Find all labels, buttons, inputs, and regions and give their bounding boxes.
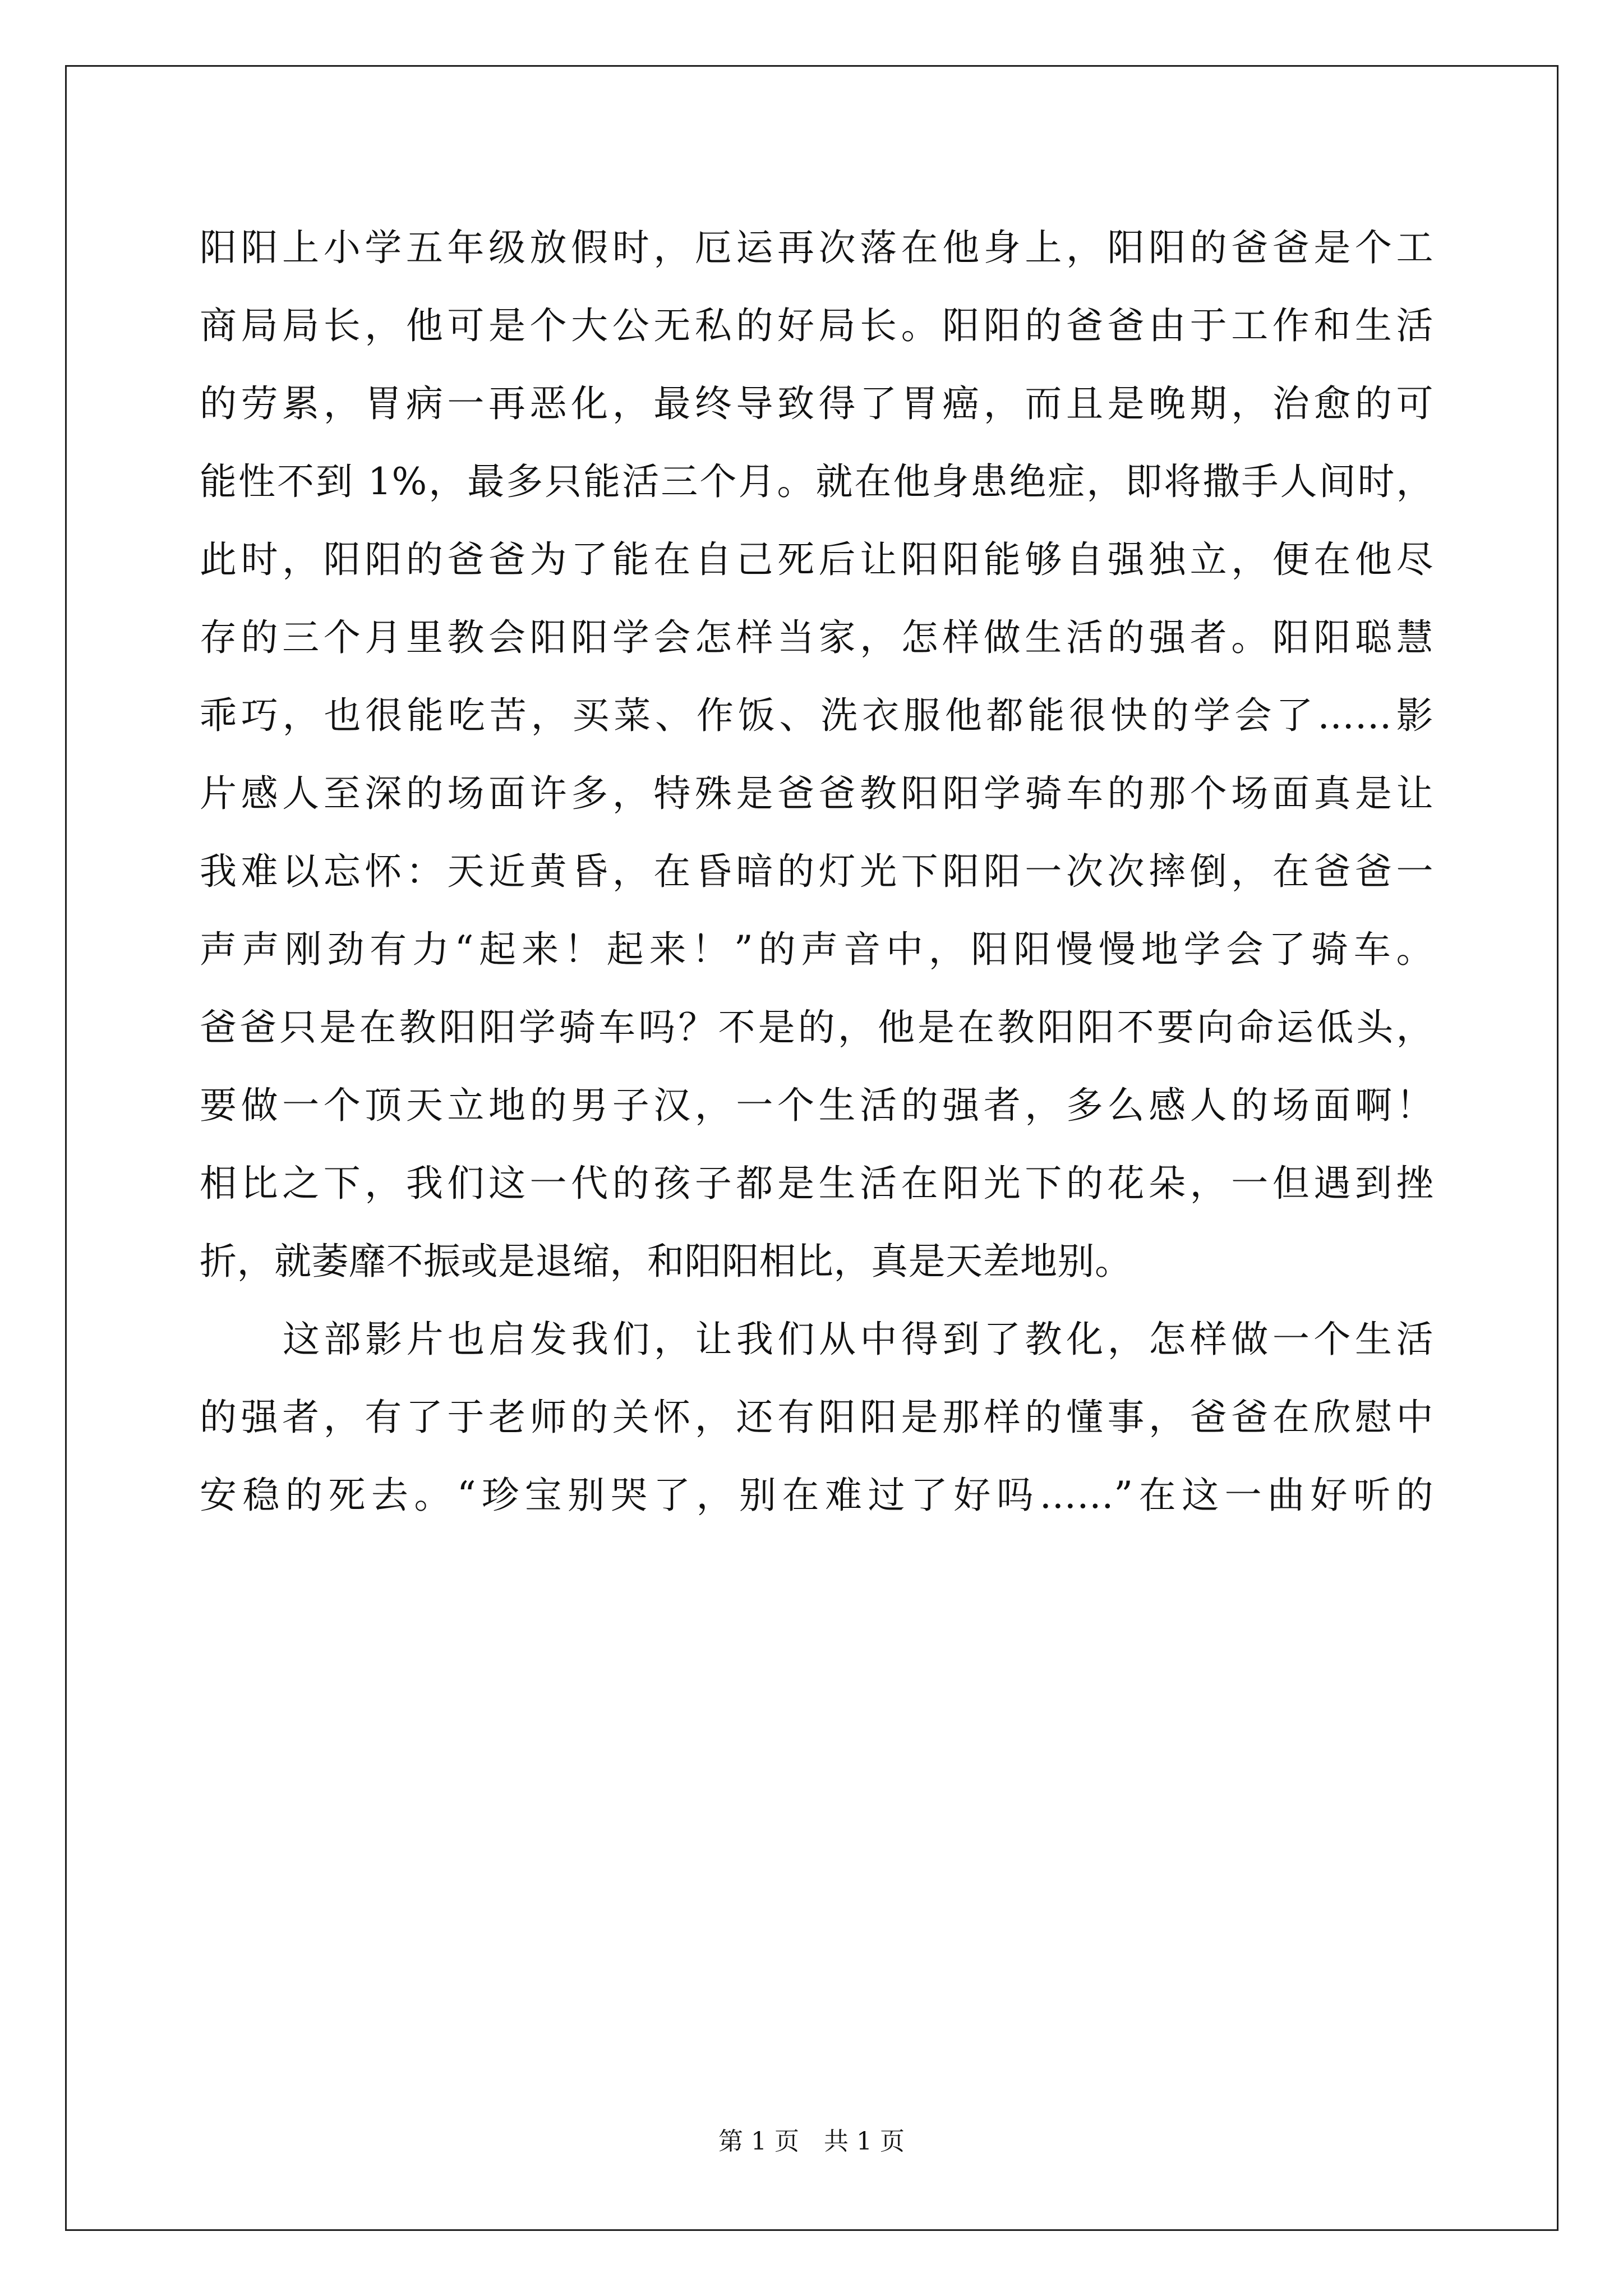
text-line: 此时，阳阳的爸爸为了能在自己死后让阳阳能够自强独立，便在他尽 <box>200 538 1433 581</box>
text-line: 的强者，有了于老师的关怀，还有阳阳是那样的懂事，爸爸在欣慰中 <box>200 1396 1433 1439</box>
document-body <box>200 209 1433 1534</box>
page-footer: 第 1 页 共 1 页 <box>718 2127 905 2156</box>
text-line: 我难以忘怀：天近黄昏，在昏暗的灯光下阳阳一次次摔倒，在爸爸一 <box>200 850 1433 893</box>
text-line-paragraph-start: 这部影片也启发我们，让我们从中得到了教化，怎样做一个生活 <box>283 1318 1433 1361</box>
text-line: 安稳的死去。“珍宝别哭了，别在难过了好吗……”在这一曲好听的 <box>200 1474 1433 1517</box>
text-line: 商局局长，他可是个大公无私的好局长。阳阳的爸爸由于工作和生活 <box>200 304 1433 347</box>
text-line: 阳阳上小学五年级放假时，厄运再次落在他身上，阳阳的爸爸是个工 <box>200 226 1433 269</box>
text-line: 能性不到 1%，最多只能活三个月。就在他身患绝症，即将撒手人间时， <box>200 460 1433 503</box>
text-line-paragraph-end: 折，就萎靡不振或是退缩，和阳阳相比，真是天差地别。 <box>200 1240 1132 1283</box>
text-line: 爸爸只是在教阳阳学骑车吗？不是的，他是在教阳阳不要向命运低头， <box>200 1006 1433 1049</box>
text-line: 声声刚劲有力“起来！起来！”的声音中，阳阳慢慢地学会了骑车。 <box>200 928 1433 971</box>
text-line: 乖巧，也很能吃苦，买菜、作饭、洗衣服他都能很快的学会了……影 <box>200 694 1433 737</box>
text-line: 片感人至深的场面许多，特殊是爸爸教阳阳学骑车的那个场面真是让 <box>200 772 1433 815</box>
text-line: 的劳累，胃病一再恶化，最终导致得了胃癌，而且是晚期，治愈的可 <box>200 382 1433 425</box>
text-line: 相比之下，我们这一代的孩子都是生活在阳光下的花朵，一但遇到挫 <box>200 1162 1433 1205</box>
text-line: 要做一个顶天立地的男子汉，一个生活的强者，多么感人的场面啊！ <box>200 1084 1433 1127</box>
text-line: 存的三个月里教会阳阳学会怎样当家，怎样做生活的强者。阳阳聪慧 <box>200 616 1433 659</box>
